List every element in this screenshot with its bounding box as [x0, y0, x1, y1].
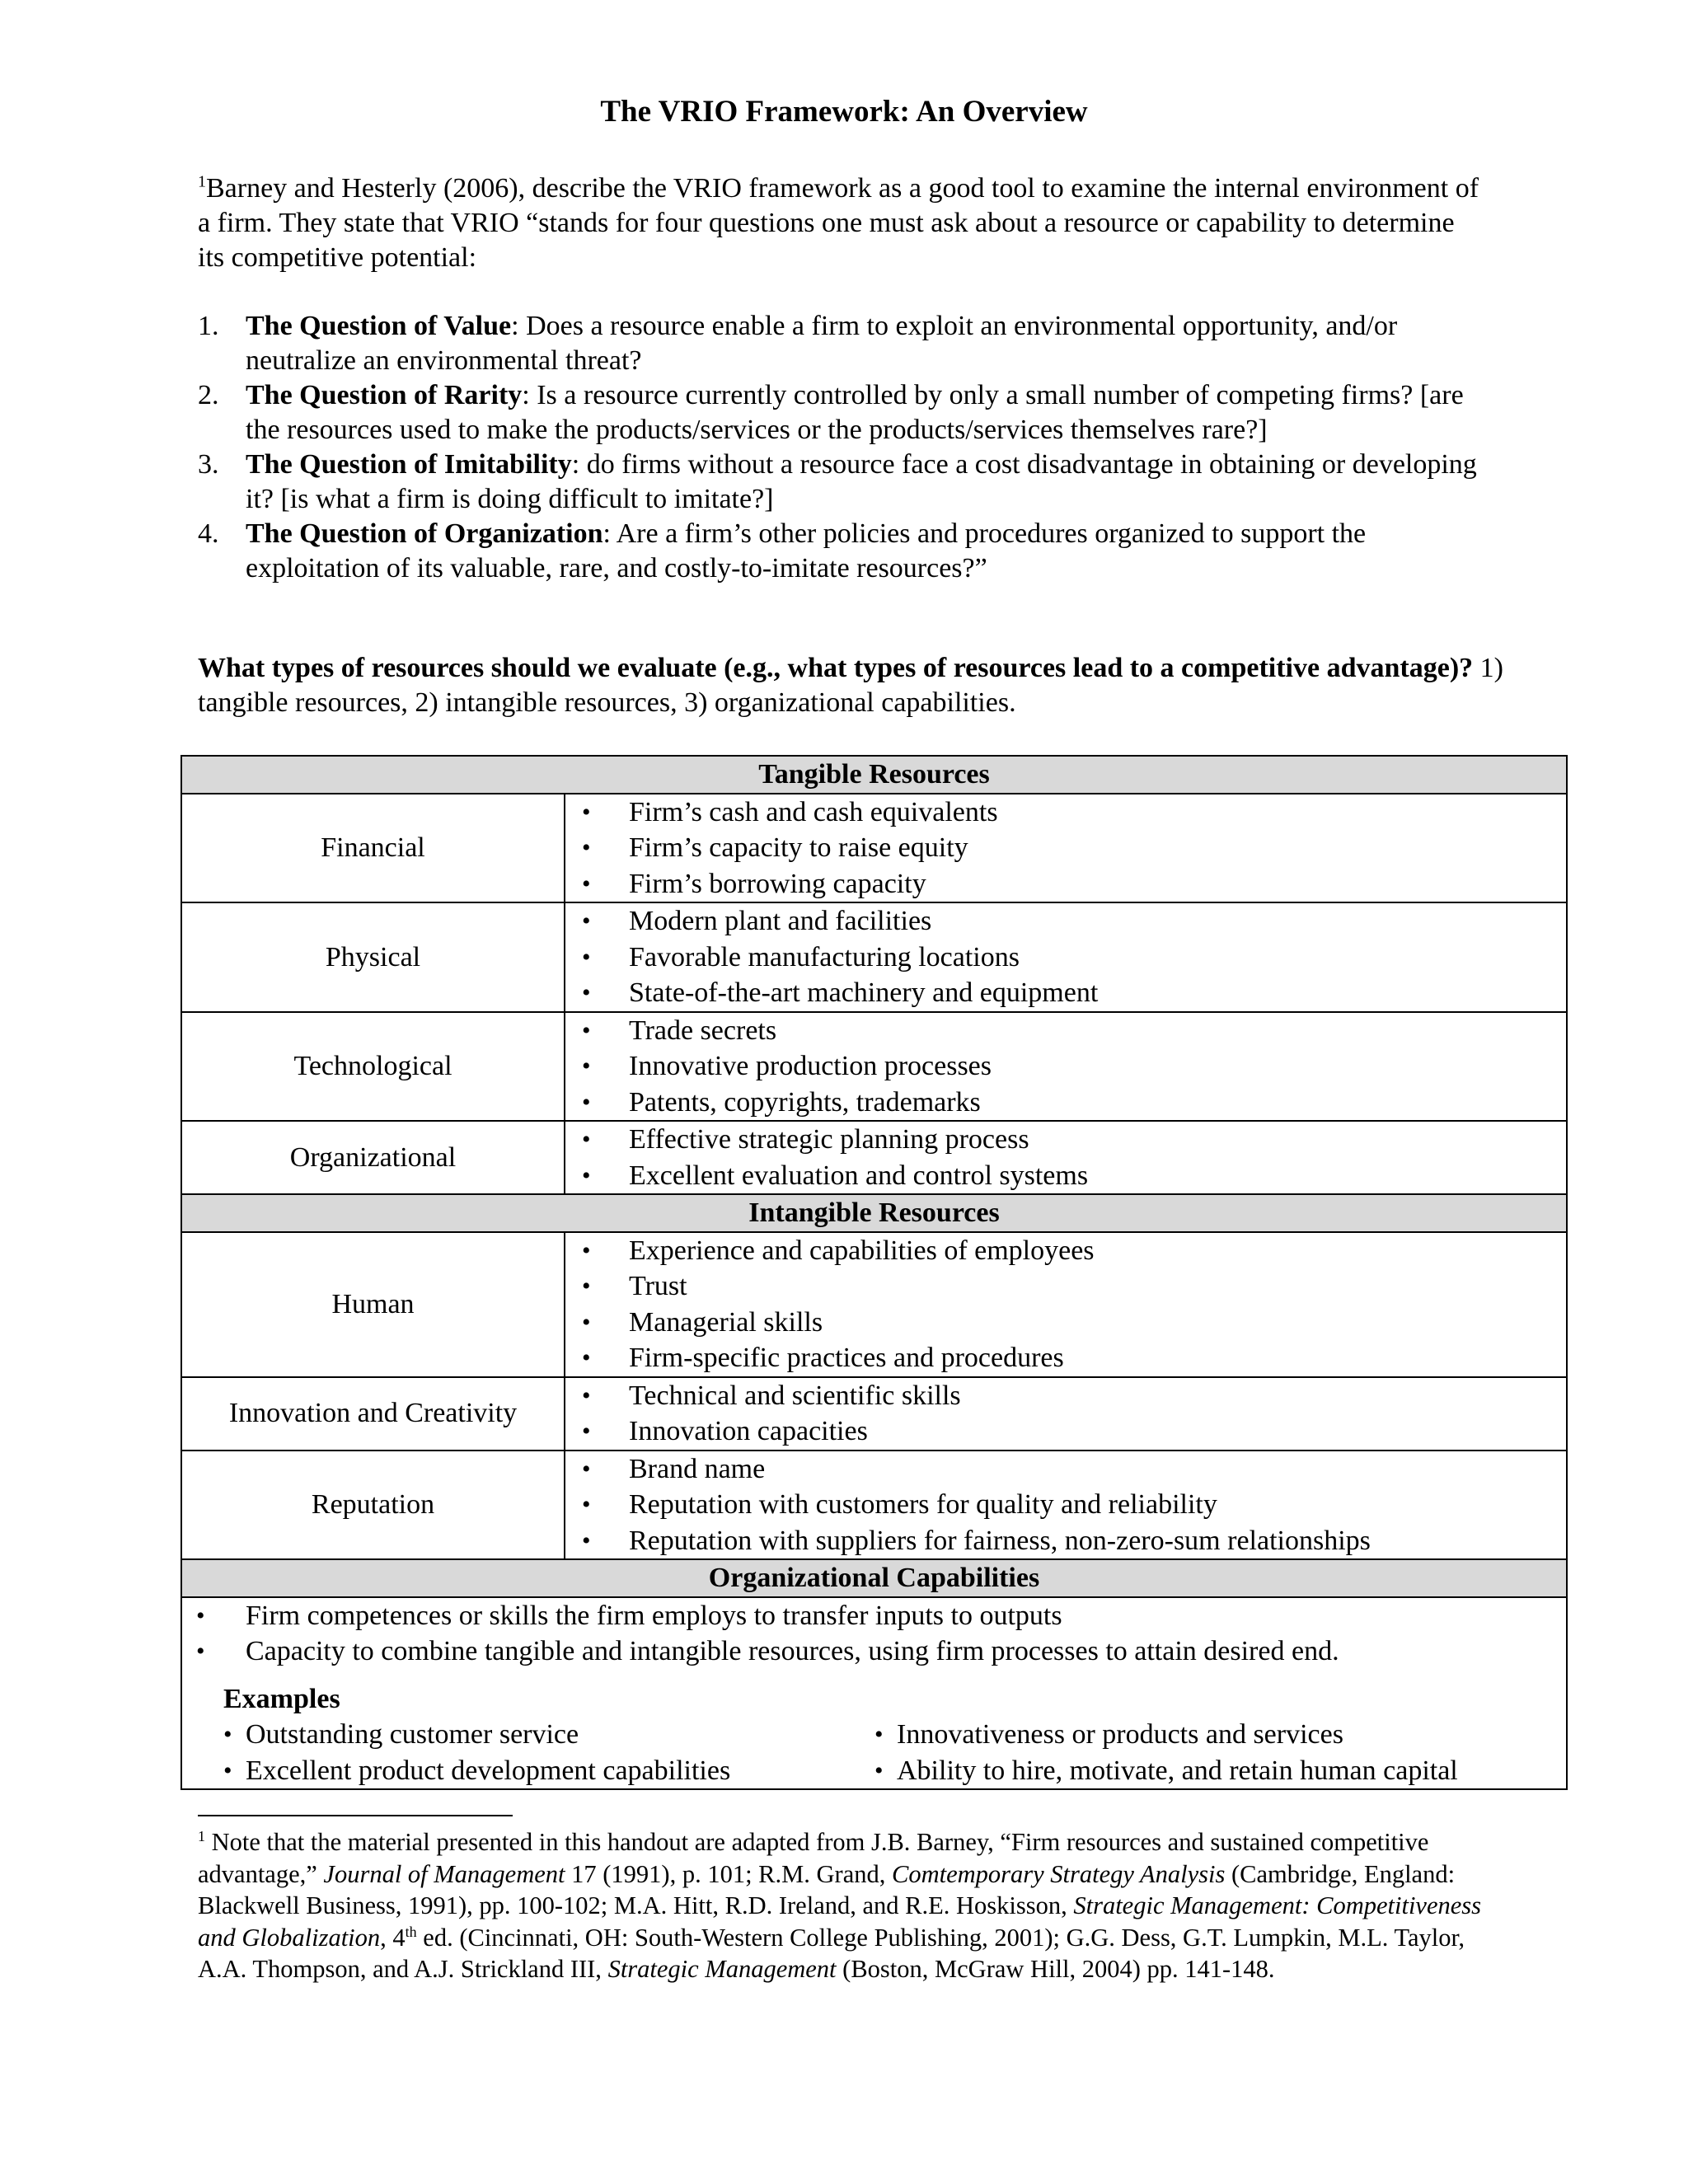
category-cell: Human — [181, 1232, 565, 1377]
citation-title: Strategic Management: Competitiveness and Globalization — [198, 1891, 1482, 1952]
footnote-text: (Cambridge, England: Blackwell Business, 1991), pp. 100-102; M.A. Hitt, R.D. Ireland, and R.E. Hoskisson, — [198, 1859, 1456, 1919]
list-item: • Favorable manufacturing locations — [565, 940, 1566, 976]
example-item: • Outstanding customer service — [223, 1717, 874, 1753]
question-text: : Does a resource enable a firm to exploit an environmental opportunity, and/or neutralize an environmental threat? — [246, 311, 1398, 376]
list-item: • Innovative production processes — [565, 1048, 1566, 1085]
capabilities-cell — [181, 1597, 1567, 1790]
list-item: • Trade secrets — [565, 1013, 1566, 1049]
example-item: • Ability to hire, motivate, and retain human capital — [874, 1753, 1566, 1789]
table-row — [181, 1377, 1567, 1451]
footnote-divider — [198, 1815, 513, 1816]
evaluate-answer: 1) tangible resources, 2) intangible resources, 3) organizational capabilities. — [198, 653, 1503, 718]
table-row — [181, 1232, 1567, 1377]
intro-text: Barney and Hesterly (2006), describe the VRIO framework as a good tool to examine the internal environment of a firm. They state that VRIO “stands for four questions one must ask about a resource or capability to determine its competitive potential: — [198, 173, 1479, 273]
category-cell: Technological — [181, 1012, 565, 1122]
items-cell — [565, 794, 1567, 903]
citation-title: Strategic Management — [607, 1955, 837, 1983]
table-row — [181, 1012, 1567, 1122]
items-cell — [565, 1121, 1567, 1194]
intangible-resources-header: Intangible Resources — [181, 1194, 1567, 1232]
footnote — [198, 1826, 1484, 1985]
footnote-text: ed. (Cincinnati, OH: South-Western College Publishing, 2001); G.G. Dess, G.T. Lumpkin, M.L. Taylor, A.A. Thompson, and A.J. Strickland III, — [198, 1923, 1465, 1983]
citation-title: Journal of Management — [323, 1859, 565, 1888]
table-row — [181, 1121, 1567, 1194]
footnote-text: (Boston, McGraw Hill, 2004) pp. 141-148. — [836, 1955, 1275, 1983]
category-cell: Physical — [181, 902, 565, 1012]
list-item: • Firm’s capacity to raise equity — [565, 830, 1566, 866]
resources-table — [181, 755, 1568, 1790]
table-row — [181, 902, 1567, 1012]
list-item: • Firm-specific practices and procedures — [565, 1340, 1566, 1376]
citation-title: Comtemporary Strategy Analysis — [892, 1859, 1226, 1888]
items-cell — [565, 902, 1567, 1012]
question-label: The Question of Value — [246, 311, 512, 341]
examples-grid — [223, 1717, 1566, 1788]
list-item: • Managerial skills — [565, 1305, 1566, 1341]
footnote-text: 17 (1991), p. 101; R.M. Grand, — [565, 1859, 892, 1888]
list-item: • State-of-the-art machinery and equipment — [565, 975, 1566, 1011]
question-item — [198, 517, 1500, 586]
category-cell: Organizational — [181, 1121, 565, 1194]
list-item: • Experience and capabilities of employees — [565, 1233, 1566, 1269]
question-text: : Are a firm’s other policies and procedures organized to support the exploitation of its valuable, rare, and costly-to-imitate resources?” — [246, 518, 1367, 583]
question-text: : do firms without a resource face a cost disadvantage in obtaining or developing it? [is what a firm is doing difficult to imitate?] — [246, 449, 1477, 514]
tangible-resources-header: Tangible Resources — [181, 756, 1567, 794]
question-label: The Question of Organization — [246, 518, 603, 549]
list-item: • Firm’s borrowing capacity — [565, 866, 1566, 902]
list-item: • Technical and scientific skills — [565, 1378, 1566, 1414]
question-item — [198, 378, 1500, 448]
edition-superscript: th — [405, 1923, 417, 1940]
list-item: • Patents, copyrights, trademarks — [565, 1085, 1566, 1121]
table-row — [181, 1451, 1567, 1560]
question-number: 1. — [198, 311, 219, 341]
list-item: • Reputation with suppliers for fairness, non-zero-sum relationships — [565, 1523, 1566, 1559]
items-cell — [565, 1232, 1567, 1377]
footnote-text: Note that the material presented in this handout are adapted from J.B. Barney, “Firm resources and sustained competitive advantage,” — [198, 1828, 1429, 1888]
evaluate-question: What types of resources should we evaluate (e.g., what types of resources lead to a competitive advantage)? — [198, 653, 1474, 683]
list-item: • Firm competences or skills the firm employs to transfer inputs to outputs — [182, 1598, 1566, 1634]
table-row — [181, 794, 1567, 903]
question-label: The Question of Imitability — [246, 449, 572, 480]
items-cell — [565, 1012, 1567, 1122]
list-item: • Excellent evaluation and control systems — [565, 1158, 1566, 1194]
example-item: • Excellent product development capabilities — [223, 1753, 874, 1789]
evaluate-paragraph — [198, 651, 1517, 720]
list-item: • Modern plant and facilities — [565, 903, 1566, 940]
list-item: • Brand name — [565, 1451, 1566, 1488]
question-label: The Question of Rarity — [246, 380, 523, 410]
question-number: 4. — [198, 518, 219, 549]
question-item — [198, 448, 1500, 517]
list-item: • Innovation capacities — [565, 1413, 1566, 1450]
list-item: • Capacity to combine tangible and intangible resources, using firm processes to attain desired end. — [182, 1633, 1566, 1670]
examples-heading: Examples — [223, 1683, 340, 1714]
question-number: 3. — [198, 449, 219, 480]
question-number: 2. — [198, 380, 219, 410]
question-text: : Is a resource currently controlled by only a small number of competing firms? [are the resources used to make the products/services or the products/services themselves rare?] — [246, 380, 1464, 445]
list-item: • Reputation with customers for quality and reliability — [565, 1487, 1566, 1523]
organizational-capabilities-header: Organizational Capabilities — [181, 1559, 1567, 1597]
example-item: • Innovativeness or products and services — [874, 1717, 1566, 1753]
footnote-marker[interactable]: 1 — [198, 172, 206, 191]
category-cell: Innovation and Creativity — [181, 1377, 565, 1451]
footnote-text: , 4 — [380, 1923, 406, 1952]
vrio-question-list — [198, 309, 1500, 586]
category-cell: Reputation — [181, 1451, 565, 1560]
items-cell — [565, 1377, 1567, 1451]
page-title: The VRIO Framework: An Overview — [600, 95, 1088, 129]
items-cell — [565, 1451, 1567, 1560]
list-item: • Firm’s cash and cash equivalents — [565, 794, 1566, 831]
intro-paragraph — [198, 171, 1484, 275]
table-row — [181, 1597, 1567, 1790]
footnote-number: 1 — [198, 1827, 205, 1844]
list-item: • Effective strategic planning process — [565, 1122, 1566, 1158]
category-cell: Financial — [181, 794, 565, 903]
list-item: • Trust — [565, 1268, 1566, 1305]
question-item — [198, 309, 1500, 378]
